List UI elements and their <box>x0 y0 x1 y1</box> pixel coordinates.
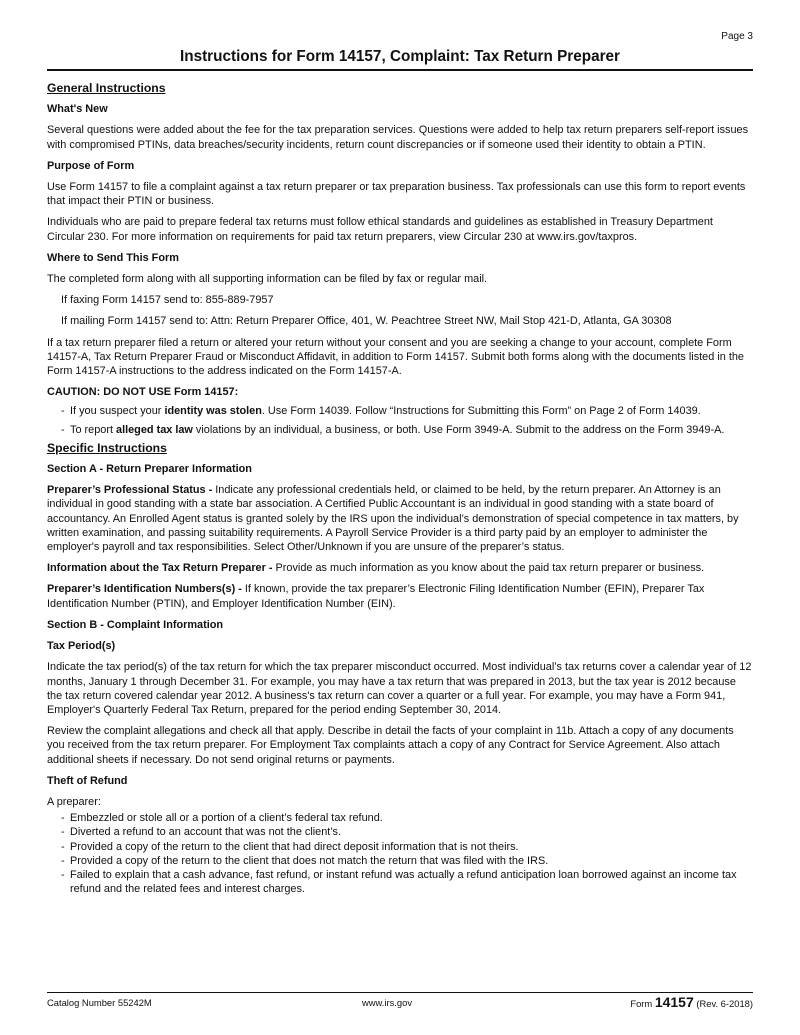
caution-list <box>47 404 753 436</box>
purpose-text-2: Individuals who are paid to prepare federal tax returns must follow ethical standards and guidelines as established in Treasury Department Circular 230. For more information on requirements for paid tax return preparers, view Circular 230 at www.irs.gov/taxpros. <box>47 216 713 243</box>
review-allegations-text: Review the complaint allegations and check all that apply. Describe in detail the facts of your complaint in 11b. Attach a copy of any documents you received from the tax return preparer. For Employment Tax complaints attach a copy of any Contract for Service Agreement. Also attach additional sheets if necessary. Do not send original returns or payments. <box>47 725 734 766</box>
caution-item: - To report alleged tax law violations by an individual, a business, or both. Use Form 3949-A. Submit to the address on the Form 3949-A. <box>61 423 753 437</box>
theft-intro: A preparer: <box>47 795 101 808</box>
theft-list <box>47 811 753 896</box>
purpose-heading: Purpose of Form <box>47 159 135 172</box>
caution-heading: CAUTION: DO NOT USE Form 14157: <box>47 386 239 399</box>
section-a-heading: Section A - Return Preparer Information <box>47 463 252 476</box>
section-b-heading: Section B - Complaint Information <box>47 618 224 631</box>
identification-numbers-paragraph: Preparer’s Identification Numbers(s) - If known, provide the tax preparer’s Electronic Filing Identification Number (EFIN), Preparer Tax Identification Number (PTIN), and Employer Identification Number (EIN). <box>47 583 705 610</box>
catalog-number: Catalog Number 55242M <box>47 997 152 1008</box>
form-identifier: Form 14157 (Rev. 6-2018) <box>630 994 753 1010</box>
page-footer <box>47 992 753 1013</box>
tax-period-text: Indicate the tax period(s) of the tax return for which the tax preparer misconduct occurred. Most individual’s tax returns cover a calendar year of 12 months, January 1 through December 31. For example, you may have a tax return that was prepared in 2013, but the tax year is 2012 because the tax return covered calendar year 2012. A business's tax return can cover a quarter or a full year. For example, you may have a Form 941, Employer's Quarterly Federal Tax Return, prepared for the period ending September 30, 2014. <box>47 661 752 716</box>
tax-period-heading: Tax Period(s) <box>47 640 116 653</box>
change-account-text: If a tax return preparer filed a return or altered your return without your consent and you are seeking a change to your account, complete Form 14157-A, Tax Return Preparer Fraud or Misconduct Affidavit, in addition to Form 14157. Submit both forms along with the documents listed in the Form 14157-A instructions to the address indicated on the Form 14157-A. <box>47 336 744 378</box>
list-item: - Diverted a refund to an account that was not the client’s. <box>61 825 753 839</box>
whats-new-text: Several questions were added about the fee for the tax preparation services. Questions were added to help tax return preparers self-report issues with compromised PTINs, data breaches/security incidents, return count discrepancies or if someone used their identity to obtain a PTIN. <box>47 124 749 151</box>
professional-status-paragraph: Preparer’s Professional Status - Indicate any professional credentials held, or claimed to be held, by the return preparer. An Attorney is an individual in good standing with a state bar association. A Certified Public Accountant is an individual in good standing with a state board of accountancy. An Enrolled Agent status is granted solely by the IRS upon the individual’s demonstration of special competence in tax matters, by written examination, and passing suitability requirements. A Payroll Service Provider is a third party paid by an employer to administer the employer's payroll and tax responsibilities. Select Other/Unknown if you are unsure of the preparer’s status. <box>47 484 739 554</box>
preparer-info-paragraph: Information about the Tax Return Preparer - Provide as much information as you know about the paid tax return preparer or business. <box>47 562 705 575</box>
website-link[interactable]: www.irs.gov <box>362 997 413 1008</box>
where-to-send-heading: Where to Send This Form <box>47 251 179 264</box>
list-item: - Provided a copy of the return to the client that does not match the return that was filed with the IRS. <box>61 854 753 868</box>
fax-line: If faxing Form 14157 send to: 855-889-7957 <box>61 294 274 307</box>
where-to-send-text: The completed form along with all supporting information can be filed by fax or regular mail. <box>47 273 488 286</box>
page-title: Instructions for Form 14157, Complaint: Tax Return Preparer <box>47 48 753 71</box>
mail-line: If mailing Form 14157 send to: Attn: Return Preparer Office, 401, W. Peachtree Street NW, Mail Stop 421-D, Atlanta, GA 30308 <box>61 315 672 328</box>
caution-item: - If you suspect your identity was stolen. Use Form 14039. Follow “Instructions for Submitting this Form” on Page 2 of Form 14039. <box>61 404 753 418</box>
page-number: Page 3 <box>721 31 753 42</box>
list-item: - Embezzled or stole all or a portion of a client’s federal tax refund. <box>61 811 753 825</box>
specific-instructions-heading: Specific Instructions <box>47 440 167 455</box>
list-item: - Provided a copy of the return to the client that had direct deposit information that is not theirs. <box>61 840 753 854</box>
general-instructions-heading: General Instructions <box>47 81 166 95</box>
whats-new-heading: What's New <box>47 103 108 116</box>
theft-of-refund-heading: Theft of Refund <box>47 774 128 787</box>
list-item: - Failed to explain that a cash advance, fast refund, or instant refund was actually a refund anticipation loan borrowed against an income tax refund and the related fees and interest charges. <box>61 868 753 896</box>
purpose-text-1: Use Form 14157 to file a complaint against a tax return preparer or tax preparation business. Tax professionals can use this form to report events that impact their PTIN or business. <box>47 181 746 208</box>
document-page <box>47 30 753 896</box>
